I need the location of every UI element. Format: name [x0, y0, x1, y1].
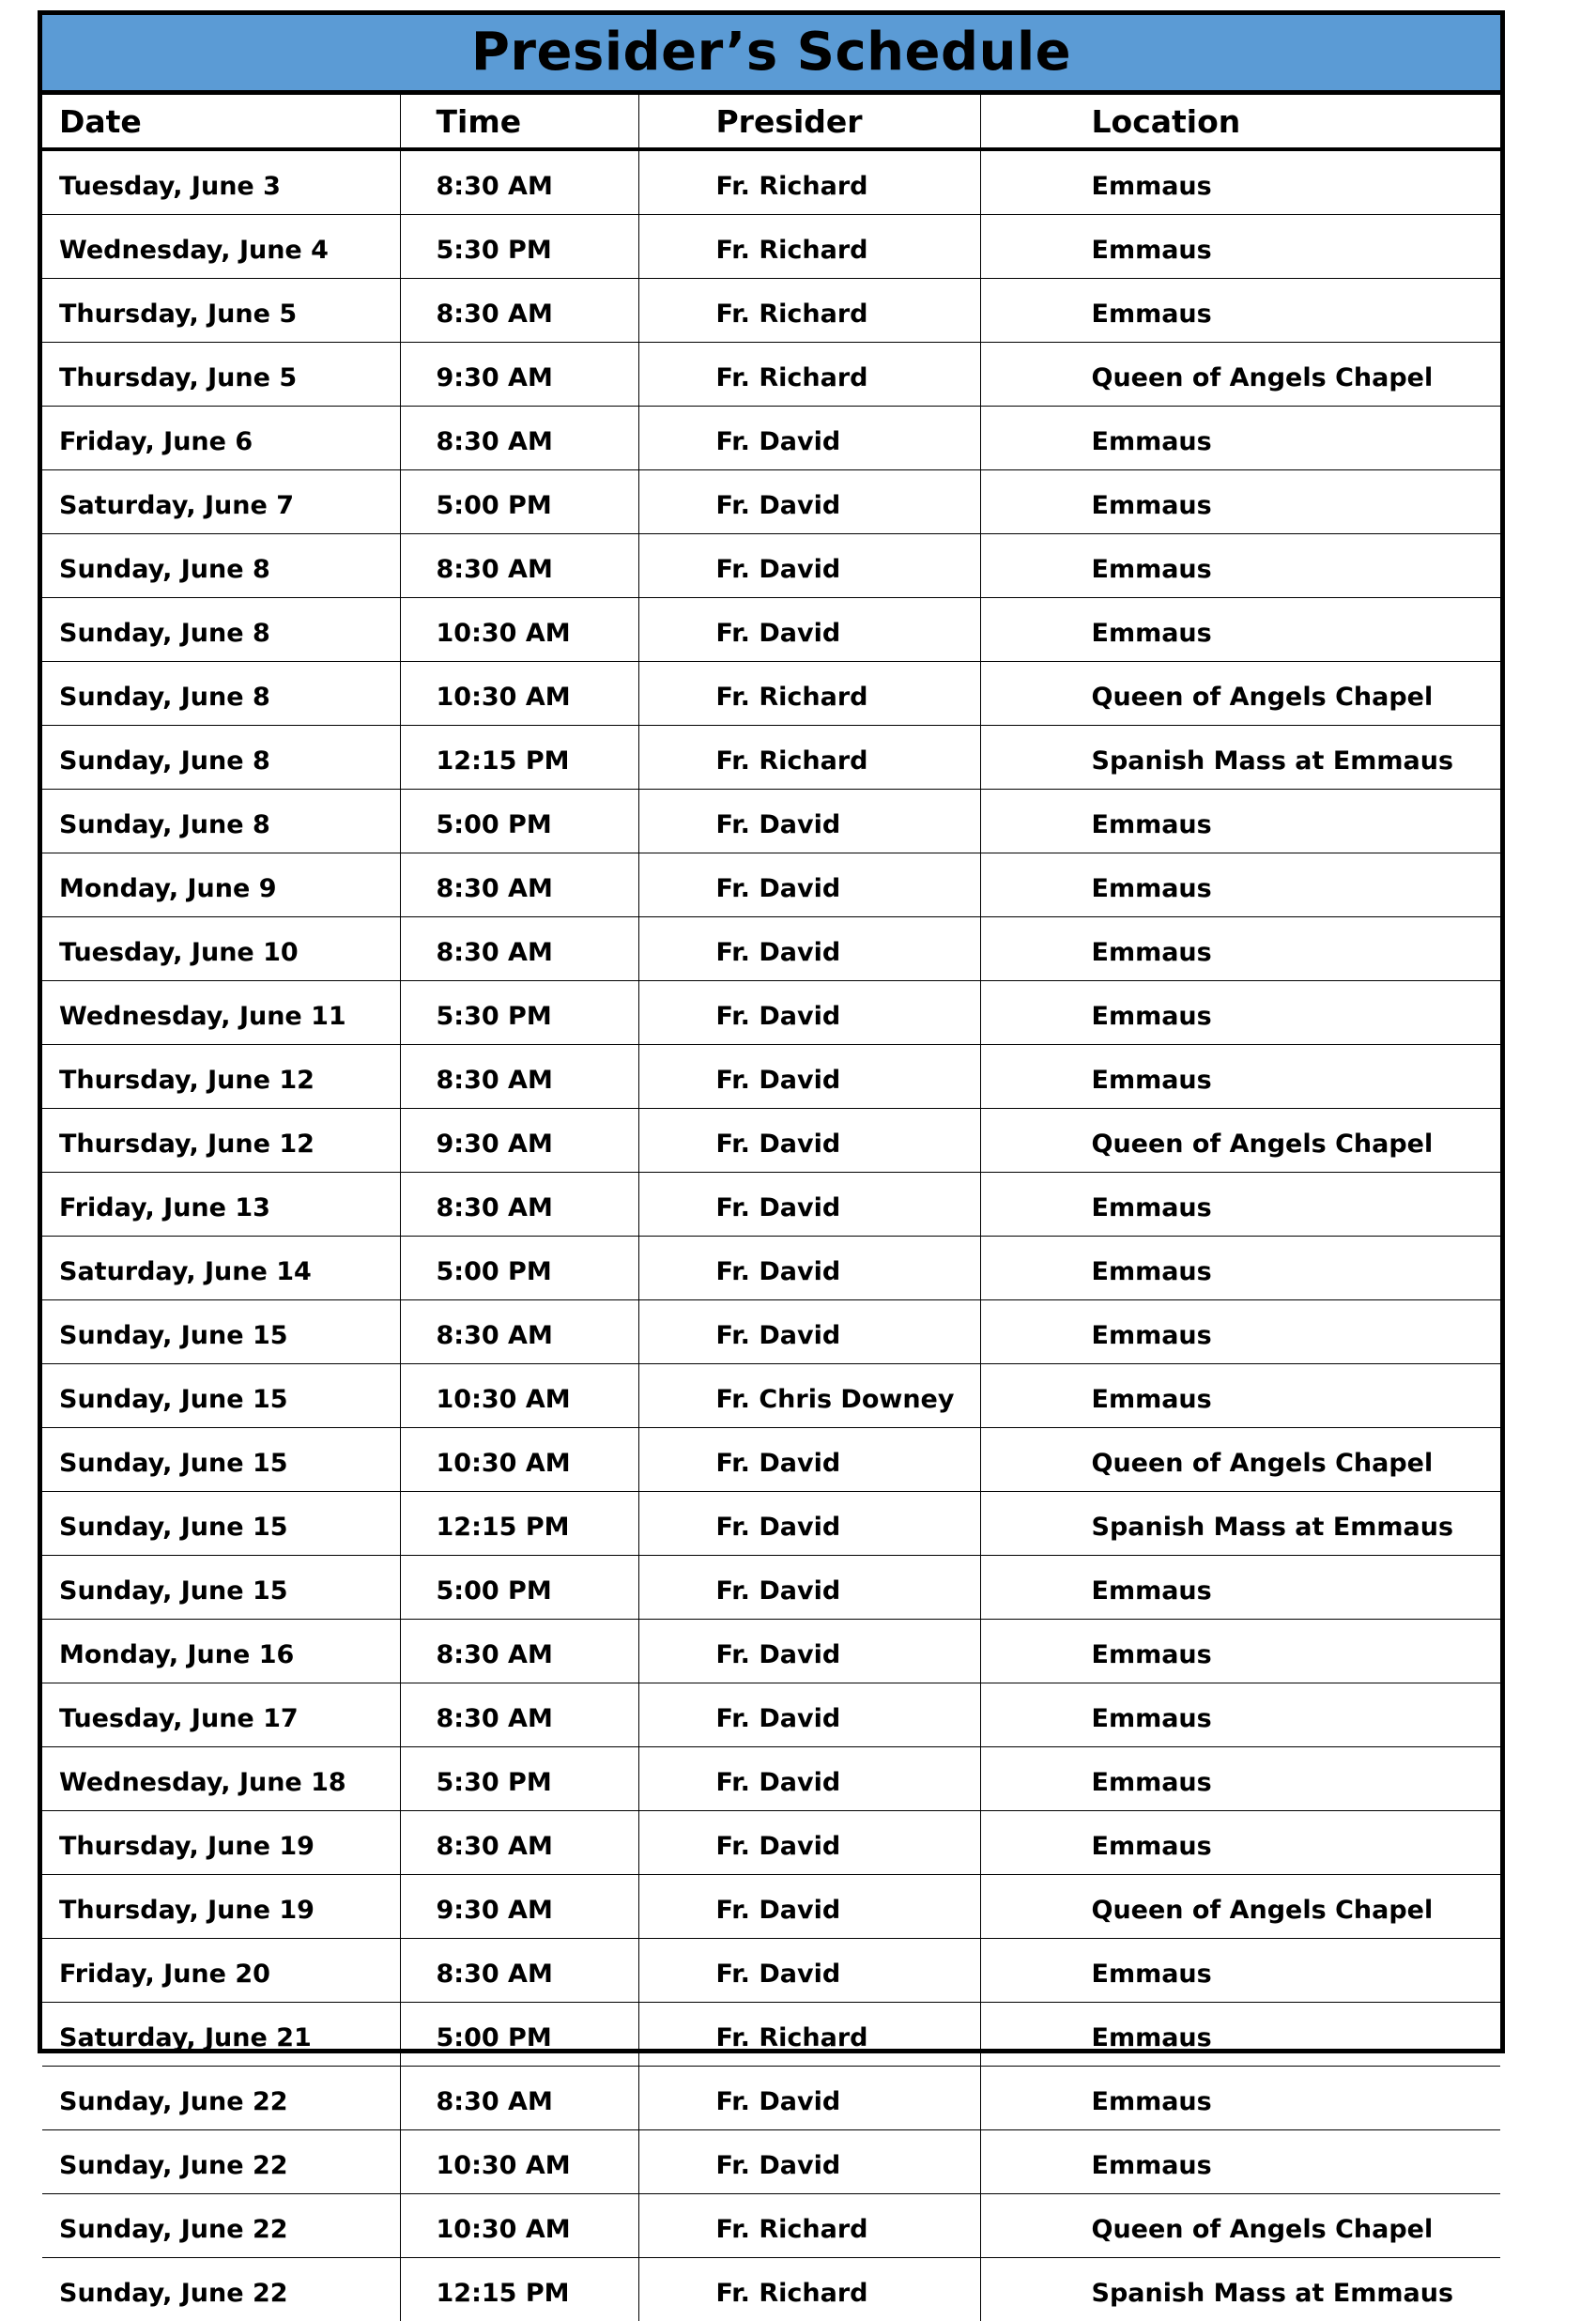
cell-location: Emmaus	[980, 1173, 1500, 1237]
cell-time: 8:30 AM	[400, 407, 638, 470]
cell-time: 8:30 AM	[400, 917, 638, 981]
table-row	[42, 853, 1500, 917]
cell-date: Thursday, June 12	[42, 1045, 400, 1109]
table-row	[42, 726, 1500, 790]
cell-time: 8:30 AM	[400, 1811, 638, 1875]
title-bar	[42, 15, 1500, 95]
cell-time: 10:30 AM	[400, 598, 638, 662]
cell-time: 10:30 AM	[400, 662, 638, 726]
cell-date: Saturday, June 14	[42, 1237, 400, 1300]
cell-presider: Fr. David	[638, 1300, 980, 1364]
cell-location: Emmaus	[980, 149, 1500, 215]
cell-date: Saturday, June 7	[42, 470, 400, 534]
cell-location: Emmaus	[980, 1237, 1500, 1300]
cell-time: 10:30 AM	[400, 2194, 638, 2258]
table-row	[42, 534, 1500, 598]
table-row	[42, 1875, 1500, 1939]
table-row	[42, 470, 1500, 534]
table-row	[42, 343, 1500, 407]
cell-presider: Fr. David	[638, 1811, 980, 1875]
cell-date: Monday, June 16	[42, 1620, 400, 1683]
cell-presider: Fr. David	[638, 2067, 980, 2130]
cell-location: Emmaus	[980, 2003, 1500, 2067]
cell-presider: Fr. Richard	[638, 662, 980, 726]
cell-date: Tuesday, June 3	[42, 149, 400, 215]
cell-time: 8:30 AM	[400, 2067, 638, 2130]
cell-presider: Fr. David	[638, 1428, 980, 1492]
cell-location: Emmaus	[980, 1683, 1500, 1747]
cell-presider: Fr. David	[638, 1939, 980, 2003]
cell-presider: Fr. Chris Downey	[638, 1364, 980, 1428]
cell-presider: Fr. David	[638, 1045, 980, 1109]
table-row	[42, 662, 1500, 726]
table-row	[42, 2130, 1500, 2194]
cell-date: Saturday, June 21	[42, 2003, 400, 2067]
cell-presider: Fr. Richard	[638, 215, 980, 279]
cell-location: Emmaus	[980, 1045, 1500, 1109]
cell-presider: Fr. David	[638, 1556, 980, 1620]
cell-date: Thursday, June 5	[42, 343, 400, 407]
cell-location: Emmaus	[980, 790, 1500, 853]
table-row	[42, 1747, 1500, 1811]
cell-date: Sunday, June 8	[42, 534, 400, 598]
cell-presider: Fr. Richard	[638, 2258, 980, 2321]
cell-location: Emmaus	[980, 598, 1500, 662]
cell-date: Wednesday, June 18	[42, 1747, 400, 1811]
cell-time: 8:30 AM	[400, 1620, 638, 1683]
cell-date: Sunday, June 22	[42, 2258, 400, 2321]
cell-time: 5:30 PM	[400, 215, 638, 279]
cell-presider: Fr. David	[638, 917, 980, 981]
cell-date: Wednesday, June 4	[42, 215, 400, 279]
cell-time: 5:00 PM	[400, 2003, 638, 2067]
table-row	[42, 1428, 1500, 1492]
cell-location: Emmaus	[980, 470, 1500, 534]
cell-location: Emmaus	[980, 1556, 1500, 1620]
schedule-table	[42, 95, 1500, 2321]
cell-presider: Fr. David	[638, 1875, 980, 1939]
cell-location: Emmaus	[980, 1364, 1500, 1428]
cell-presider: Fr. David	[638, 598, 980, 662]
cell-location: Queen of Angels Chapel	[980, 662, 1500, 726]
table-row	[42, 1364, 1500, 1428]
cell-presider: Fr. David	[638, 981, 980, 1045]
cell-location: Spanish Mass at Emmaus	[980, 1492, 1500, 1556]
cell-location: Emmaus	[980, 534, 1500, 598]
header-row	[42, 95, 1500, 149]
cell-presider: Fr. David	[638, 1237, 980, 1300]
cell-time: 9:30 AM	[400, 1109, 638, 1173]
table-row	[42, 1045, 1500, 1109]
table-row	[42, 1237, 1500, 1300]
cell-location: Queen of Angels Chapel	[980, 1109, 1500, 1173]
cell-date: Sunday, June 15	[42, 1364, 400, 1428]
table-row	[42, 1173, 1500, 1237]
table-row	[42, 1939, 1500, 2003]
cell-time: 5:00 PM	[400, 1556, 638, 1620]
cell-location: Queen of Angels Chapel	[980, 343, 1500, 407]
cell-location: Queen of Angels Chapel	[980, 1875, 1500, 1939]
table-row	[42, 2258, 1500, 2321]
cell-location: Emmaus	[980, 407, 1500, 470]
cell-location: Emmaus	[980, 215, 1500, 279]
cell-location: Emmaus	[980, 1811, 1500, 1875]
column-header-date: Date	[42, 95, 400, 149]
cell-presider: Fr. Richard	[638, 149, 980, 215]
cell-presider: Fr. David	[638, 1173, 980, 1237]
cell-time: 9:30 AM	[400, 1875, 638, 1939]
cell-time: 8:30 AM	[400, 1045, 638, 1109]
column-header-time: Time	[400, 95, 638, 149]
table-row	[42, 2003, 1500, 2067]
table-row	[42, 1492, 1500, 1556]
cell-time: 8:30 AM	[400, 534, 638, 598]
cell-time: 5:00 PM	[400, 470, 638, 534]
cell-presider: Fr. Richard	[638, 726, 980, 790]
cell-presider: Fr. David	[638, 1620, 980, 1683]
table-row	[42, 598, 1500, 662]
cell-time: 12:15 PM	[400, 2258, 638, 2321]
schedule-rows	[42, 149, 1500, 2321]
table-row	[42, 981, 1500, 1045]
cell-location: Emmaus	[980, 1939, 1500, 2003]
cell-location: Emmaus	[980, 1747, 1500, 1811]
cell-location: Emmaus	[980, 2067, 1500, 2130]
cell-presider: Fr. David	[638, 1747, 980, 1811]
cell-presider: Fr. David	[638, 1683, 980, 1747]
table-row	[42, 279, 1500, 343]
table-row	[42, 1620, 1500, 1683]
cell-time: 12:15 PM	[400, 726, 638, 790]
table-row	[42, 1683, 1500, 1747]
cell-date: Wednesday, June 11	[42, 981, 400, 1045]
cell-location: Emmaus	[980, 1300, 1500, 1364]
cell-date: Thursday, June 5	[42, 279, 400, 343]
table-row	[42, 1300, 1500, 1364]
cell-presider: Fr. Richard	[638, 2003, 980, 2067]
cell-time: 5:00 PM	[400, 1237, 638, 1300]
cell-time: 8:30 AM	[400, 853, 638, 917]
cell-date: Sunday, June 15	[42, 1300, 400, 1364]
cell-date: Sunday, June 15	[42, 1428, 400, 1492]
column-header-location: Location	[980, 95, 1500, 149]
cell-time: 8:30 AM	[400, 1939, 638, 2003]
cell-presider: Fr. Richard	[638, 2194, 980, 2258]
cell-presider: Fr. David	[638, 407, 980, 470]
cell-date: Monday, June 9	[42, 853, 400, 917]
cell-presider: Fr. David	[638, 2130, 980, 2194]
table-row	[42, 149, 1500, 215]
cell-location: Queen of Angels Chapel	[980, 1428, 1500, 1492]
schedule-table-frame	[38, 10, 1505, 2053]
cell-time: 5:30 PM	[400, 1747, 638, 1811]
cell-location: Emmaus	[980, 279, 1500, 343]
cell-date: Sunday, June 8	[42, 662, 400, 726]
cell-location: Queen of Angels Chapel	[980, 2194, 1500, 2258]
cell-date: Tuesday, June 17	[42, 1683, 400, 1747]
cell-date: Sunday, June 22	[42, 2067, 400, 2130]
cell-time: 8:30 AM	[400, 149, 638, 215]
cell-date: Sunday, June 15	[42, 1492, 400, 1556]
cell-presider: Fr. Richard	[638, 343, 980, 407]
table-row	[42, 1811, 1500, 1875]
cell-date: Sunday, June 15	[42, 1556, 400, 1620]
cell-presider: Fr. Richard	[638, 279, 980, 343]
page-title: Presider’s Schedule	[471, 26, 1071, 79]
cell-date: Sunday, June 22	[42, 2194, 400, 2258]
cell-time: 5:00 PM	[400, 790, 638, 853]
cell-presider: Fr. David	[638, 853, 980, 917]
table-row	[42, 407, 1500, 470]
cell-presider: Fr. David	[638, 790, 980, 853]
cell-location: Emmaus	[980, 1620, 1500, 1683]
cell-time: 12:15 PM	[400, 1492, 638, 1556]
cell-location: Emmaus	[980, 2130, 1500, 2194]
cell-date: Sunday, June 8	[42, 598, 400, 662]
cell-location: Emmaus	[980, 981, 1500, 1045]
cell-time: 10:30 AM	[400, 1364, 638, 1428]
cell-presider: Fr. David	[638, 470, 980, 534]
cell-time: 8:30 AM	[400, 1683, 638, 1747]
table-row	[42, 917, 1500, 981]
cell-date: Sunday, June 8	[42, 790, 400, 853]
cell-date: Thursday, June 12	[42, 1109, 400, 1173]
cell-date: Thursday, June 19	[42, 1875, 400, 1939]
column-header-presider: Presider	[638, 95, 980, 149]
cell-date: Friday, June 13	[42, 1173, 400, 1237]
cell-location: Spanish Mass at Emmaus	[980, 726, 1500, 790]
cell-presider: Fr. David	[638, 1492, 980, 1556]
table-row	[42, 1109, 1500, 1173]
table-row	[42, 790, 1500, 853]
cell-time: 8:30 AM	[400, 1300, 638, 1364]
cell-location: Emmaus	[980, 853, 1500, 917]
cell-date: Friday, June 20	[42, 1939, 400, 2003]
table-row	[42, 2067, 1500, 2130]
cell-presider: Fr. David	[638, 534, 980, 598]
table-row	[42, 2194, 1500, 2258]
cell-time: 9:30 AM	[400, 343, 638, 407]
cell-presider: Fr. David	[638, 1109, 980, 1173]
cell-time: 5:30 PM	[400, 981, 638, 1045]
cell-date: Tuesday, June 10	[42, 917, 400, 981]
cell-time: 10:30 AM	[400, 2130, 638, 2194]
table-row	[42, 1556, 1500, 1620]
cell-location: Spanish Mass at Emmaus	[980, 2258, 1500, 2321]
cell-time: 8:30 AM	[400, 1173, 638, 1237]
table-row	[42, 215, 1500, 279]
cell-date: Friday, June 6	[42, 407, 400, 470]
cell-date: Sunday, June 8	[42, 726, 400, 790]
cell-time: 10:30 AM	[400, 1428, 638, 1492]
cell-date: Thursday, June 19	[42, 1811, 400, 1875]
cell-date: Sunday, June 22	[42, 2130, 400, 2194]
cell-time: 8:30 AM	[400, 279, 638, 343]
cell-location: Emmaus	[980, 917, 1500, 981]
